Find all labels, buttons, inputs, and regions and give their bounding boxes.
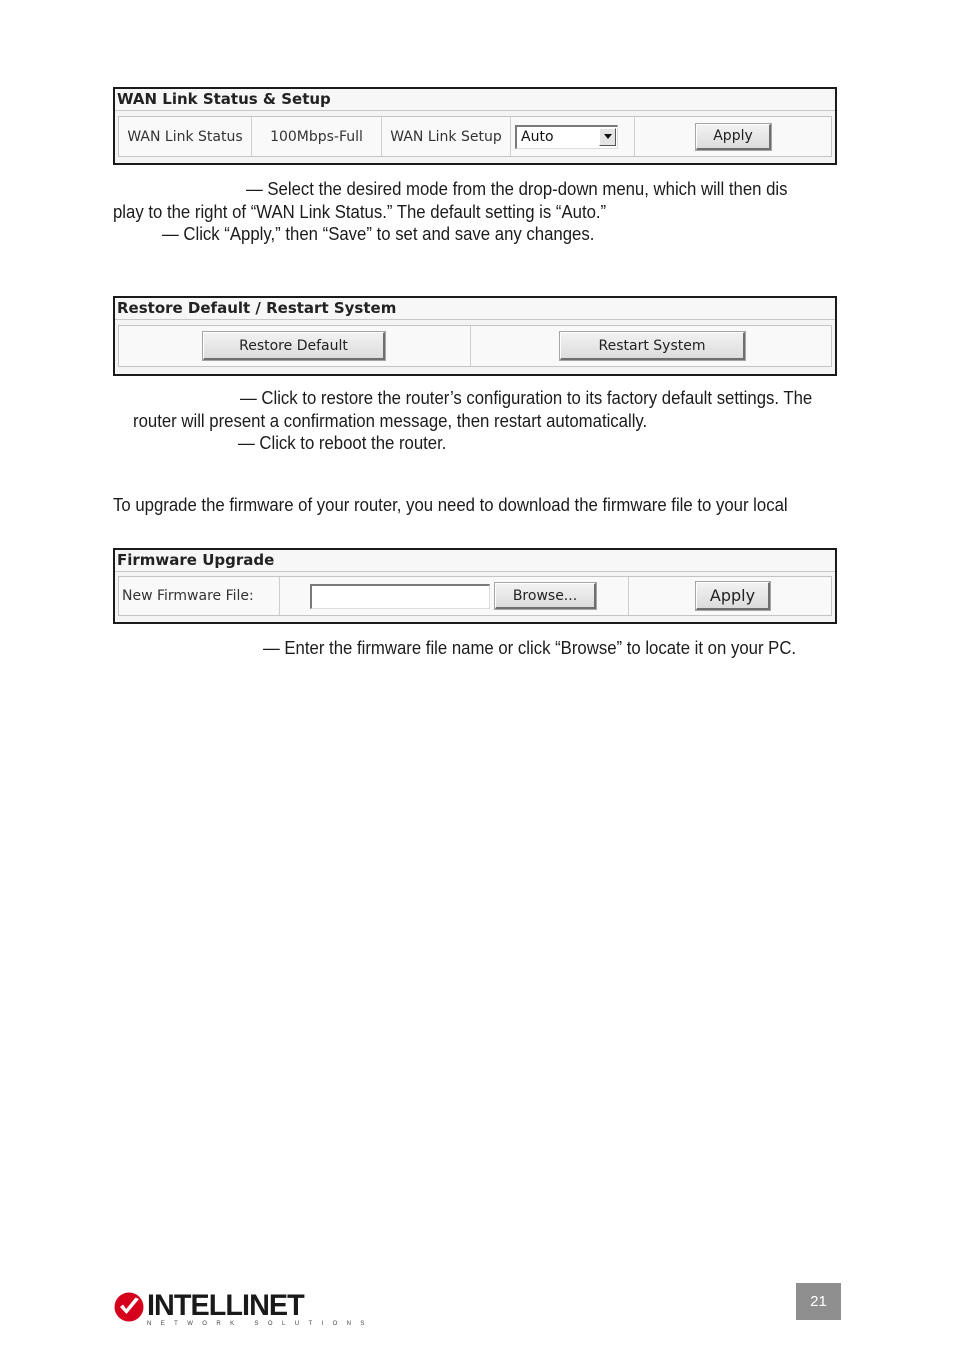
firmware-apply-cell [629,577,831,615]
chevron-down-icon[interactable] [599,128,616,146]
browse-button[interactable]: Browse... [495,583,596,609]
firmware-file-cell [280,577,629,615]
wan-link-setup-label: WAN Link Setup [382,117,511,156]
firmware-file-input[interactable] [310,584,490,609]
wan-link-panel [113,87,837,165]
restore-default-button[interactable]: Restore Default [203,332,385,360]
firmware-panel-title: Firmware Upgrade [115,550,835,572]
firmware-apply-button[interactable]: Apply [696,582,770,610]
wan-link-row [118,116,832,157]
restart-system-cell [471,326,831,366]
wan-apply-button[interactable]: Apply [696,124,771,150]
restore-desc-line-3: — Click to reboot the router. [238,433,447,453]
intellinet-logo [113,1289,374,1332]
wan-desc-line-3: — Click “Apply,” then “Save” to set and save any changes. [162,224,595,244]
firmware-intro: To upgrade the firmware of your router, you need to download the firmware file to your local [113,495,788,515]
logo-tagline: NETWORK SOLUTIONS [147,1321,374,1327]
restore-desc-line-1: — Click to restore the router’s configuration to its factory default settings. The [240,388,813,408]
checkmark-logo-icon [113,1291,145,1323]
firmware-row [118,576,832,616]
firmware-panel [113,548,837,624]
wan-desc-line-2: play to the right of “WAN Link Status.” The default setting is “Auto.” [113,202,607,222]
wan-link-setup-select[interactable] [515,125,618,149]
restore-default-cell [119,326,471,366]
wan-link-status-value: 100Mbps-Full [252,117,382,156]
restore-row [118,325,832,367]
firmware-file-label: New Firmware File: [119,577,280,615]
wan-desc-line-1: — Select the desired mode from the drop-down menu, which will then dis [246,179,788,199]
wan-link-setup-cell [511,117,635,156]
wan-link-status-label: WAN Link Status [119,117,252,156]
restart-system-button[interactable]: Restart System [560,332,745,360]
wan-link-apply-cell [635,117,831,156]
wan-link-setup-selected: Auto [521,129,554,145]
wan-link-panel-title: WAN Link Status & Setup [115,89,835,111]
restore-panel-title: Restore Default / Restart System [115,298,835,320]
page-number: 21 [796,1283,841,1320]
restore-panel [113,296,837,376]
restore-desc-line-2: router will present a confirmation message, then restart automatically. [133,411,648,431]
firmware-desc-line-1: — Enter the firmware file name or click “Browse” to locate it on your PC. [263,638,797,658]
logo-wordmark: INTELLINET [147,1289,304,1322]
